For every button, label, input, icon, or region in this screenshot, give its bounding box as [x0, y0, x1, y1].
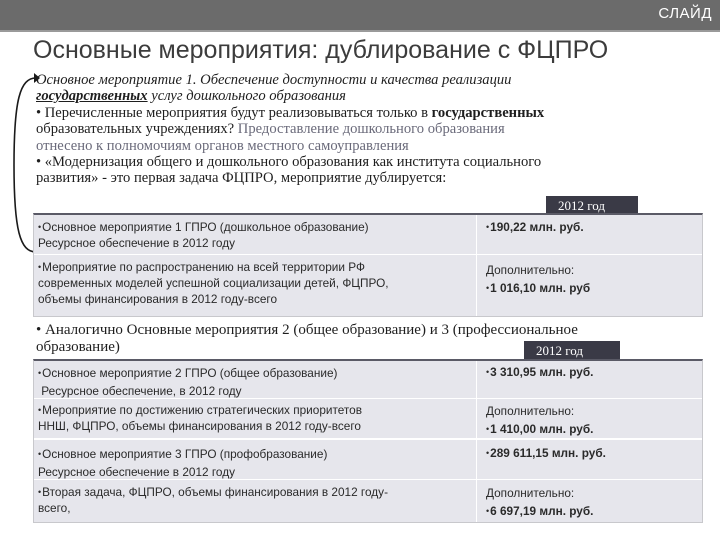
table-cell-left: •Мероприятие по достижению стратегических приоритетов ННШ, ФЦПРО, объемы финансирования в 2012 году-всего	[38, 403, 363, 433]
table-cell-left: •Основное мероприятие 2 ГПРО (общее образование) Ресурсное обеспечение, в 2012 году	[38, 366, 338, 398]
intro-line-4: образовательных учреждениях? Предоставление дошкольного образования	[36, 121, 505, 138]
table-cell-left: •Основное мероприятие 1 ГПРО (дошкольное образование) Ресурсное обеспечение в 2012 году	[38, 220, 369, 250]
table-row	[34, 256, 702, 318]
top-bar	[0, 0, 720, 30]
table-row	[34, 361, 702, 399]
table-cell-left: •Мероприятие по распространению на всей территории РФ современных моделей успешной социализации детей, ФЦПРО, объемы финансирования в 2012 году-всего	[38, 260, 389, 306]
page-title: Основные мероприятия: дублирование с ФЦПРО	[33, 36, 609, 64]
slide-label: СЛАЙД	[658, 5, 712, 22]
mid-line-1: • Аналогично Основные мероприятия 2 (общее образование) и 3 (профессиональное	[36, 322, 578, 338]
table-row	[34, 442, 702, 480]
table-row	[34, 481, 702, 524]
table-cell-left: •Вторая задача, ФЦПРО, объемы финансирования в 2012 году- всего,	[38, 485, 388, 515]
intro-line-3: • Перечисленные мероприятия будут реализовываться только в государственных	[36, 104, 545, 121]
top-divider	[0, 30, 720, 32]
intro-line-7: развития» - это первая задача ФЦПРО, мероприятие дублируется:	[36, 170, 447, 187]
intro-line-6: • «Модернизация общего и дошкольного образования как института социального	[36, 154, 542, 171]
table-2	[33, 359, 703, 523]
intro-line-1: Основное мероприятие 1. Обеспечение доступности и качества реализации	[36, 72, 512, 88]
year-tag-1: 2012 год	[546, 196, 638, 216]
table-cell-right: Дополнительно: •1 410,00 млн. руб.	[486, 404, 594, 436]
intro-line-5: отнесено к полномочиям органов местного самоуправления	[36, 137, 409, 154]
intro-text	[36, 72, 716, 187]
table-row	[34, 215, 702, 255]
table-cell-right: Дополнительно: •1 016,10 млн. руб	[486, 263, 591, 295]
table-cell-left: •Основное мероприятие 3 ГПРО (профобразование) Ресурсное обеспечение в 2012 году	[38, 447, 328, 479]
mid-line-2: образование)	[36, 339, 120, 355]
intro-line-2: государственных услуг дошкольного образования	[36, 88, 346, 105]
table-cell-right: •289 611,15 млн. руб.	[486, 446, 606, 460]
table-cell-right: •190,22 млн. руб.	[486, 220, 584, 234]
table-1	[33, 213, 703, 317]
table-row	[34, 400, 702, 440]
year-tag-2: 2012 год	[524, 341, 620, 361]
table-cell-right: •3 310,95 млн. руб.	[486, 365, 594, 379]
table-cell-right: Дополнительно: •6 697,19 млн. руб.	[486, 486, 594, 518]
